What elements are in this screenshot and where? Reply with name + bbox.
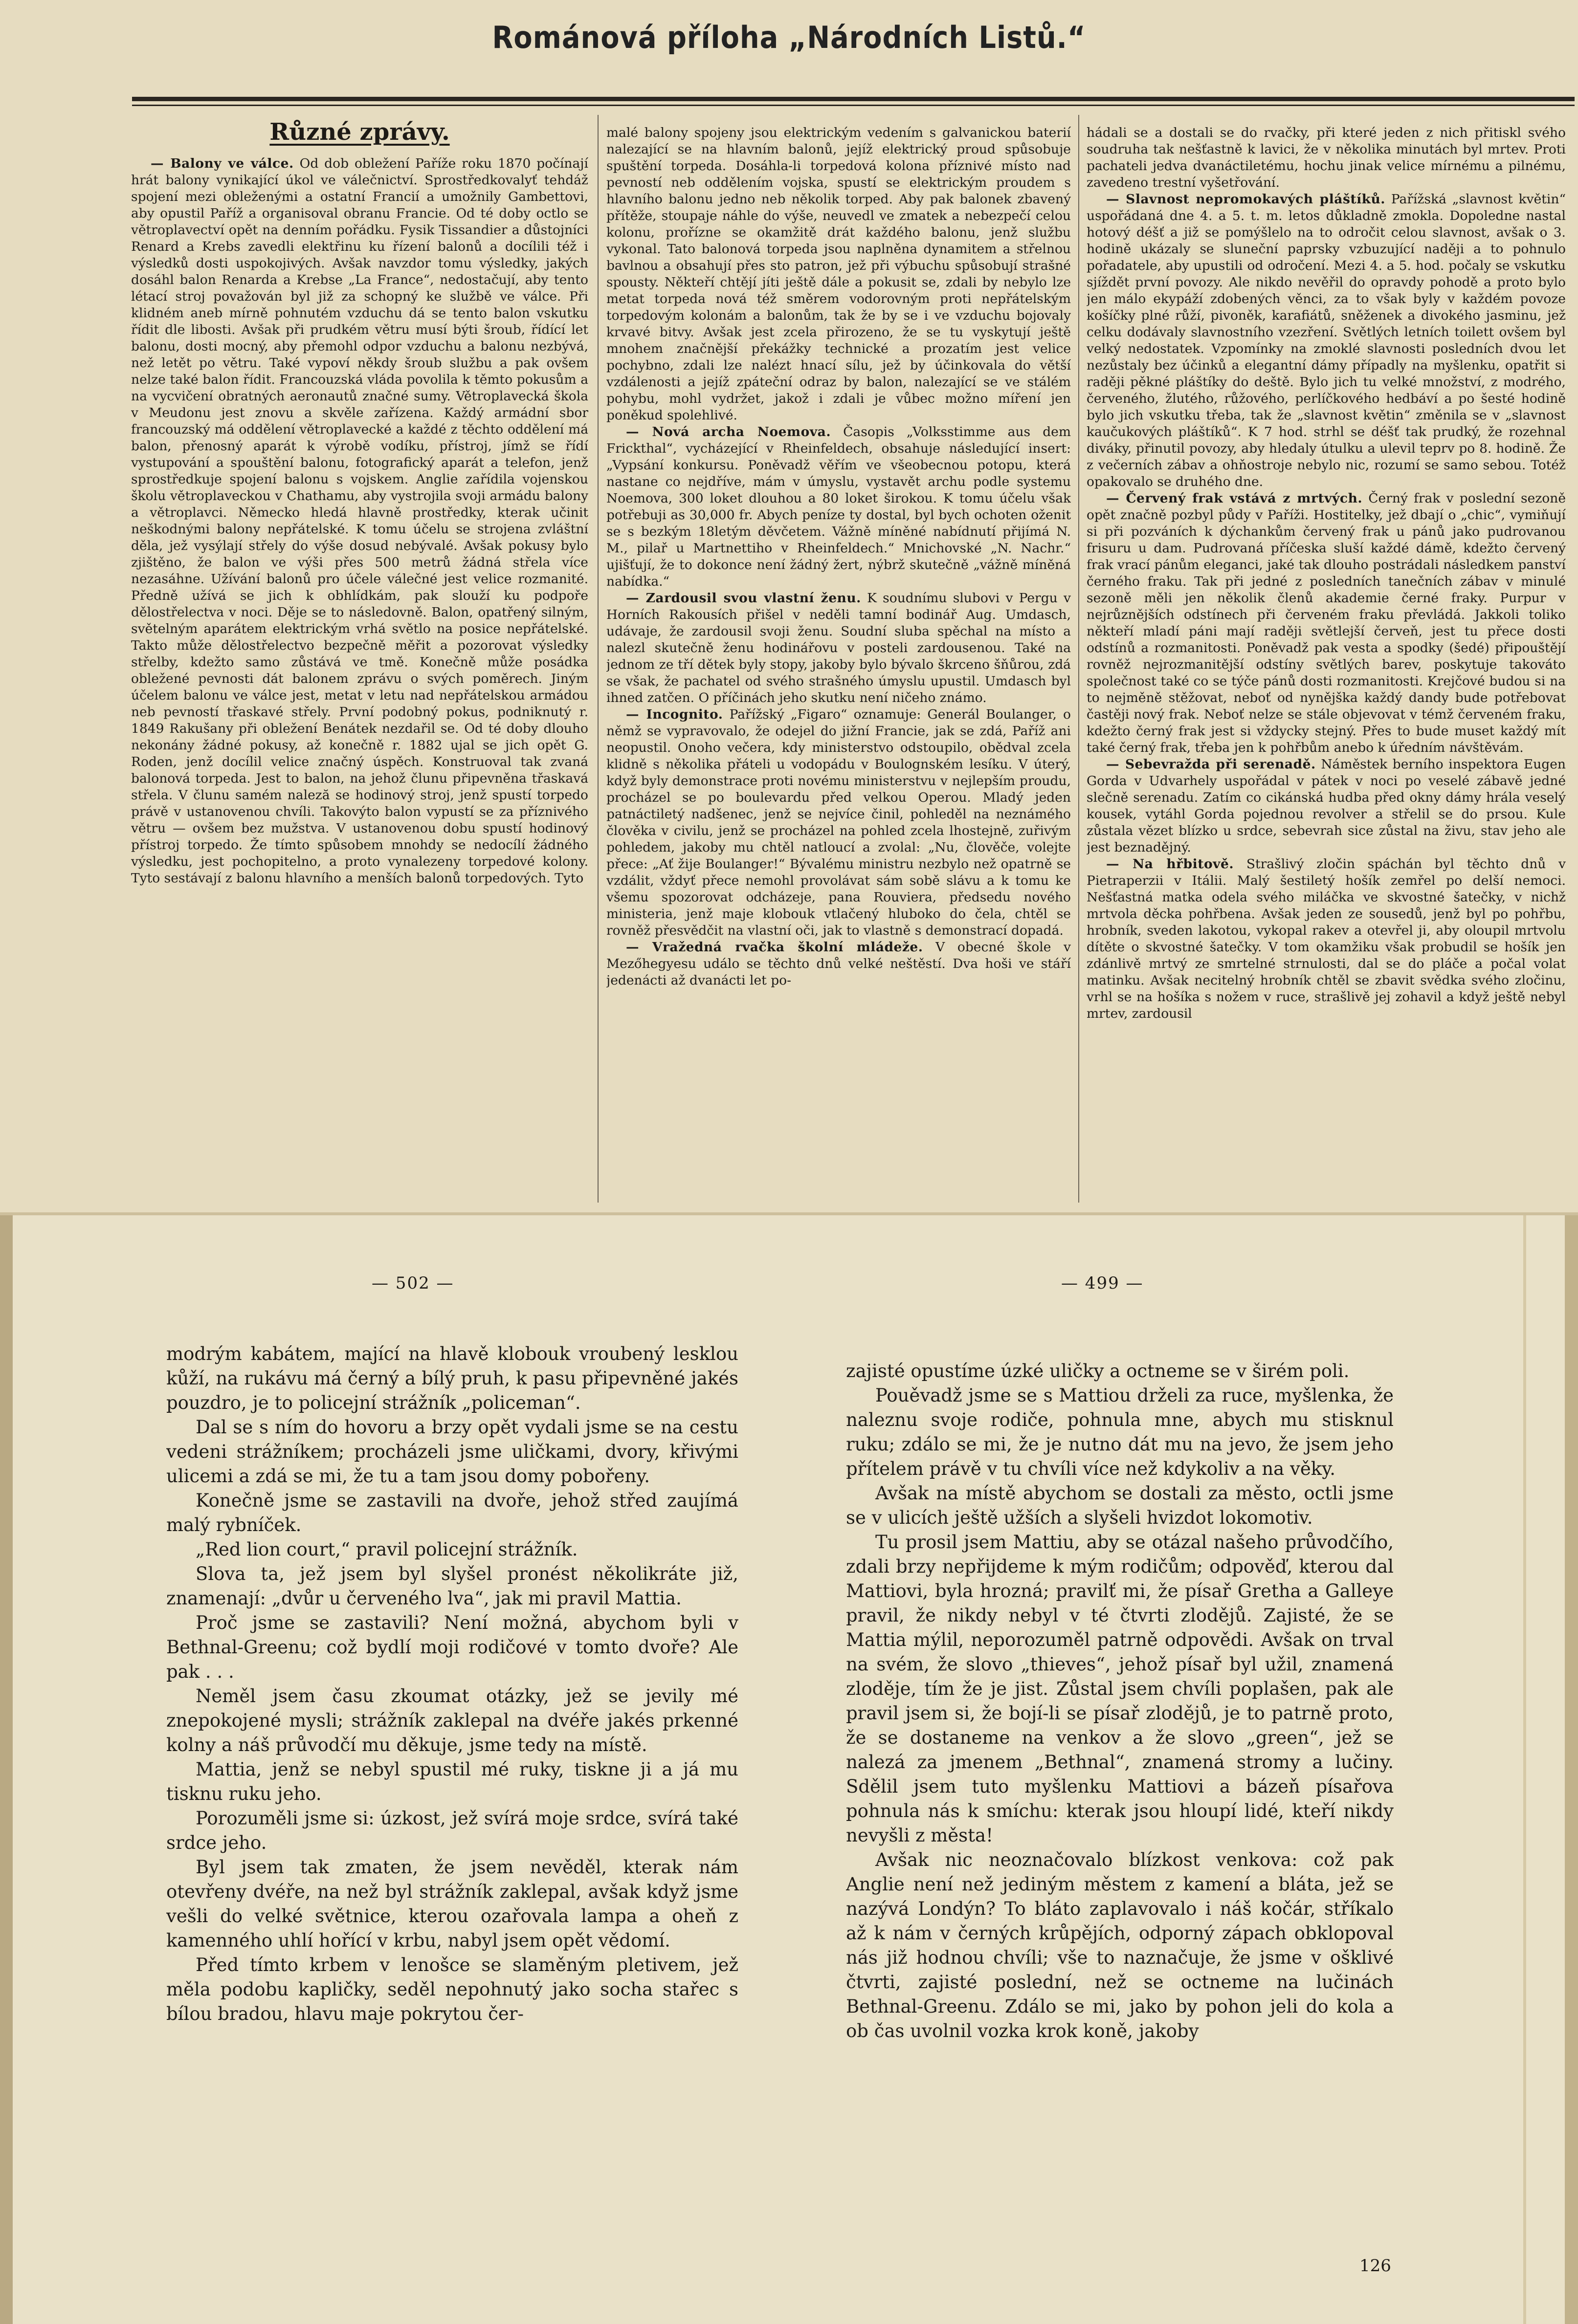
paragraph: Byl jsem tak zmaten, že jsem nevěděl, kterak nám otevřeny dvéře, na než byl strážník zaklepal, avšak když jsme vešli do velké světnice, kterou ozařovala lampa a oheň z kamenného uhlí hořící v krbu, nabyl jsem opět vědomí. bbox=[166, 1857, 738, 1951]
article-archa bbox=[606, 424, 1071, 590]
paragraph: Před tímto krbem v lenošce se slaměným pletivem, jež měla podobu kapličky, seděl nepohnutý jako socha stařec s bílou bradou, hlavu maje pokrytou čer- bbox=[166, 1954, 738, 2024]
paragraph: Neměl jsem času zkoumat otázky, jež se jevily mé znepokojené mysli; strážník zaklepal na dvéře jakés prkenné kolny a náš průvodčí mu děkuje, jsme tedy na místě. bbox=[166, 1686, 738, 1755]
article-text: Černý frak v poslední sezoně opět značně pozbyl půdy v Paříži. Hostitelky, jež dbají o „chic“, vymiňují si při pozváních k dýchankům červený frak u pánů jako pudrovanou frisuru u dam. Pudrovaná příčeska sluší každé dámě, kdežto červený frak vrací pánům eleganci, jaké tak dlouho postrádali následkem panství černého fraku. Tak při jedné z posledních tanečních zábav v minulé sezoně měli jen několik členů akademie černé fraky. Purpur v nejrůznějších odstínech při červeném fraku převládá. Jakkoli toliko někteří mladí páni mají raději světlejší červeň, jest tu přece dosti odstínů a rozmanitosti. Poněvadž pak vesta a spodky (šedé) připouštějí rovněž nejrozmanitější odstíny světlých barev, poskytuje takováto společnost také co se týče pánů dosti rozmanitosti. Krejčové budou si na to nejměně stěžovat, neboť od nynějška každý dandy bude potřebovat častěji nový frak. Neboť nelze se stále objevovat v témž červeném fraku, kdežto černý frak jest si vždycky stejný. Přes to bude muset každý mít také černý frak, třeba jen k pohřbům anebo k úředním návštěvám. bbox=[1087, 491, 1566, 755]
article-text: malé balony spojeny jsou elektrickým vedením s galvanickou baterií nalezající se na hlavním balonů, jejíž elektrický proud spůsobuje spuštění torpeda. Dosáhla-li torpedová kolona příznivé místo nad pevností neb oddělením vojska, spustí se elektrickým proudem s hlavního balonu jedno neb několik torped. Aby pak balonek zbavený přítěže, stoupaje náhle do výše, neuvedl ve zmatek a nebezpečí celou kolonu, proříznе se okamžitě drát každého balonu, jenž službu vykonal. Tato balonová torpeda jsou naplněna dynamitem a střelnou bavlnou a obsahují přes sto patron, jež při výbuchu spůsobují strašné spousty. Někteří chtějí jíti ještě dále a pokusit se, zdali by nebylo lze metat torpeda nová též směrem vodorovným proti nepřátelským torpedovým kolonám a balonům, tak že by se i ve vzduchu bojovaly krvavé bitvy. Avšak jest zcela přirozeno, že se tu vyskytují ještě mnohem značnější překážky technické a prozatím jest velice pochybno, zdali lze nalézt hnací sílu, jež by účinkovala do větší vzdálenosti a jejíž zpáteční odraz by balon, nalezající se ve stálém pohybu, mohl vydržet, jakož i zdali je vůbec možno míření jen poněkud spolehlivé. bbox=[606, 125, 1071, 423]
novel-page-left bbox=[166, 1342, 738, 2271]
paragraph: Tu prosil jsem Mattiu, aby se otázal našeho průvodčího, zdali brzy nepřijdeme k mým rodičům; odpověď, kterou dal Mattiovi, byla hrozná; pravilť mi, že písař Gretha a Galleye pravil, že nikdy nebyl v té čtvrti zlodějů. Zajisté, že se Mattia mýlil, neporozuměl patrně odpovědi. Avšak on trval na svém, že slovo „thieves“, jehož písař byl užil, znamená zloděje, tím že je jist. Zůstal jsem chvíli poplašen, pak ale pravil jsem si, že bojí-li se písař zlodějů, je to patrně proto, že se dostaneme na venkov a že slovo „green“, jež se nalezá za jmenem „Bethnal“, znamená stromy a lučiny. Sdělil jsem tuto myšlenku Mattiovi a bázeň písařova pohnula nás k smíchu: kterak jsou hloupí lidé, kteří nikdy nevyšli z města! bbox=[846, 1532, 1394, 1846]
paragraph: Pouěvadž jsme se s Mattiou drželi za ruce, myšlenka, že naleznu svoje rodiče, pohnula mne, abych mu stisknul ruku; zdálo se mi, že je nutno dát mu na jevo, že jsem jeho přítelem právě v tu chvíli více než kdykoliv a na věky. bbox=[846, 1385, 1394, 1479]
article-incognito bbox=[606, 706, 1071, 939]
header-rule-thick bbox=[132, 97, 1575, 101]
paragraph: Porozuměli jsme si: úzkost, jež svírá moje srdce, svírá také srdce jeho. bbox=[166, 1808, 738, 1853]
article-text: Pařížská „slavnost květin“ uspořádaná dne 4. a 5. t. m. letos důkladně zmokla. Dopoledne nastal hotový déšť a již se pomýšlelo na to odročit celou slavnost, avšak o 3. hodině ukázaly se sluneční paprsky vzbuzující naději a to pohnulo pořadatele, aby upustili od odročení. Mezi 4. a 5. hod. počaly se vskutku sjíždět první povozy. Ale nikdo nevěřil do opravdy pohodě a proto bylo jen málo ekypáží zdobených věnci, za to však byly v každém povoze košíčky plné růží, pivoněk, karafiátů, sněženek a divokého jasminu, jež celku dodávaly slavnostního vzezření. Světlých letních toilett ovšem byl velký nedostatek. Vzpomínky na zmoklé slavnosti posledních dvou let nezůstaly bez účinků a elegantní dámy případly na myšlenku, opatřit si raději pěkné pláštíky do deště. Bylo jich tu velké množství, z modrého, červeného, žlutého, růžového, perlíčkového hedbáví a po šesté hodině bylo jich vskutku třeba, tak že „slavnost květin“ změnila se v „slavnost kaučukových pláštíků“. K 7 hod. strhl se déšť tak prudký, že rozehnal diváky, přinutil povozy, aby hledaly útulku a ulevil teprv po 8. hodině. Že z večerních zábav a ohňostroje nebylo nic, rozumí se samo sebou. Totéž opakovalo se druhého dne. bbox=[1087, 192, 1566, 489]
column-divider-1 bbox=[598, 115, 599, 1203]
article-frak bbox=[1087, 490, 1566, 756]
article-heading: — Nová archa Noemova. bbox=[626, 424, 831, 439]
article-heading: — Zardousil svou vlastní ženu. bbox=[626, 591, 861, 606]
column-2 bbox=[606, 125, 1071, 1249]
paragraph: Proč jsme se zastavili? Není možná, abychom byli v Bethnal-Greenu; což bydlí moji rodičové v tomto dvoře? Ale pak . . . bbox=[166, 1612, 738, 1682]
article-slavnost bbox=[1087, 191, 1566, 490]
folio-right: — 499 — bbox=[1061, 1273, 1144, 1293]
column-1 bbox=[131, 112, 588, 1237]
article-text: hádali se a dostali se do rvačky, při které jeden z nich přitiskl svého soudruha tak nešťastně k lavici, že v několika minutách byl mrtev. Proti pachateli jedva dvanáctiletému, hochu jinak velice mírnému a pilnému, zavedeno trestní vyšetřování. bbox=[1087, 125, 1566, 190]
article-text: K soudnímu slubovi v Pergu v Horních Rakousích přišel v neděli tamní bodinář Aug. Umdasch, udávaje, že zardousil svoji ženu. Soudní sluba spěchal na místo a nalezl skutečně ženu hodinářovu v posteli zardousenou. Také na jednom ze tří dětek byly stopy, jakoby bylo bývalo škrceno šňůrou, zdá se však, že pachatel od svého strašného úmyslu upustil. Umdasch byl ihned zatčen. O příčinách jeho skutku není ničeho známo. bbox=[606, 591, 1071, 705]
paragraph: Avšak nic neoznačovalo blízkost venkova: což pak Anglie není než jediným městem z kamení a bláta, jež se nazývá Londýn? To bláto zaplavovalo i náš kočár, stříkalo až k nám v černých krůpějích, odporný zápach obklopoval nás již hodnou chvíli; vše to naznačuje, že jsme v ošklivé čtvrti, zajisté poslední, než se octneme na lučinách Bethnal-Greenu. Zdálo se mi, jako by pohon jeli do kola a ob čas uvolnil vozka krok koně, jakoby bbox=[846, 1849, 1394, 2041]
article-text: Náměstek berního inspektora Eugen Gorda v Udvarhely uspořádal v pátek v noci po veselé zábavě jedné slečně serenadu. Zatím co cikánská hudba před okny dámy hrála veselý kousek, vytáhl Gorda pojednou revolver a střelil se do prsou. Kule zůstala vězet blízko u srdce, sebevrah sice zůstal na živu, stav jeho ale jest beznadějný. bbox=[1087, 757, 1566, 855]
section-title: Různé zprávy. bbox=[269, 118, 450, 146]
paragraph: zajisté opustíme úzké uličky a octneme se v širém poli. bbox=[846, 1360, 1350, 1381]
article-text: Strašlivý zločin spáchán byl těchto dnů v Pietraperzii v Itálii. Malý šestiletý hošík zemřel po delší nemoci. Nešťastná matka odela svého miláčka ve skvostné šatečky, v nichž mrtvola děcka pohřbena. Avšak jeden ze sousedů, jenž byl po pohřbu, hrobník, sveden lakotou, vykopal rakev a otevřel ji, aby oloupil mrtvolu dítěte o skvostné šatečky. V tom okamžiku však probudil se hošík jen zdánlivě mrtvý ze smrtelné strnulosti, dal se do pláče a počal volat matinku. Avšak necitelný hrobník chtěl se zbavit svědka svého zločinu, vrhl se na hošíka s nožem v ruce, strašlivě jej zohavil a když ještě nebyl mrtev, zardousil bbox=[1087, 856, 1566, 1021]
article-heading: — Červený frak vstává z mrtvých. bbox=[1106, 491, 1363, 506]
paragraph: Slova ta, jež jsem byl slyšel pronést několikráte již, znamenají: „dvůr u červeného lva“, jak mi pravil Mattia. bbox=[166, 1563, 738, 1609]
article-text: Od dob obležení Paříže roku 1870 počínají hrát balony vynikající úkol ve válečnictví. Sprostředkovalyť tehdáž spojení mezi obleženými a ostatní Francií a umožnily Gambettovi, aby opustil Paříž a organisoval obranu Francie. Od té doby octlo se větroplavectví opět na denním pořádku. Fysik Tissandier a důstojníci Renard a Krebs zavedli elektřinu ku řízení balonů a docílili též i výsledků dosti uspokojivých. Avšak navzdor tomu výsledky, jakých dosáhl balon Renarda a Krebse „La France“, nedostačují, aby tento létací stroj považován byl již za schopný ke službě ve válce. Při klidném aneb mírně pohnutém vzduchu dá se tento balon vskutku řídit dle libosti. Avšak při prudkém větru musí býti šroub, řídící let balonu, dosti mocný, aby přemohl odpor vzduchu a balonu nezbývá, než letět po větru. Také vypoví někdy šroub službu a pak ovšem nelze také balon řídit. Francouzská vláda povolila k těmto pokusům a na vycvičení obratných aeronautů značné sumy. Větroplavecká škola v Meudonu jest znovu a skvěle zařízena. Každý armádní sbor francouzský má oddělení větroplavecké a každé z těchto oddělení má balon, přenosný aparát k výrobě vodíku, přístroj, jímž se řídí vystupování a spouštění balonu, fotografický aparát a telefon, jenž sprostředkuje spojení balonu s vojskem. Anglie zařídila vojenskou školu větroplaveckou v Chathamu, aby vystrojila svoji armádu balony a větroplavci. Německo hledá hlavně prostředky, kterak učinit neškodnými balony nepřátelské. K tomu účelu se strojena zvláštní děla, jež vysýlají střely do výše dosud nebývalé. Avšak pokusy bylo zjištěno, že balon ve výši přes 500 metrů žádná střela více nezasáhne. Užívání balonů pro účele válečné jest velice rozmanité. Předně užívá se jich k obhlídkám, pak slouží ku podpoře dělostřelectva v noci. Děje se to následovně. Balon, opatřený silným, světelným aparátem elektrickým vrhá světlo na posice nepřátelské. Takto může dělostřelectvo bezpečně měřit a pozorovat výsledky střelby, kdežto samo zůstává ve tmě. Konečně může posádka obležené pevnosti dát balonem zprávu o svých poměrech. Jiným účelem balonu ve válce jest, metat v letu nad nepřátelskou armádou neb pevností třaskavé střely. První podobný pokus, podniknutý r. 1849 Rakušany při obležení Benátek nezdařil se. Od té doby dlouho nekonány žádné pokusy, až konečně r. 1882 ujal se jich opět G. Roden, jenž docílil velice značný úspěch. Konstruoval tak zvaná balonová torpeda. Jest to balon, na jehož člunu připevněna třaskavá střela. V člunu samém naleză se hodinový stroj, jenž spustí torpedo právě v ustanovenou chvíli. Takovýto balon vypustí se za příznivého větru — ovšem bez mužstva. V ustanovenou dobu spustí hodinový přístroj torpedo. Že tímto spůsobem mnohdy se nedocílí žádného výsledku, jest pochopitelno, a proto vynalezeny torpedové kolony. Tyto sestávají z balonu hlavního a menších balonů torpedových. Tyto bbox=[131, 156, 588, 886]
article-hrbitov bbox=[1087, 856, 1566, 1022]
page-number: 126 bbox=[1359, 2256, 1391, 2276]
article-heading: — Sebevražda při serenadě. bbox=[1106, 757, 1316, 772]
article-balony bbox=[131, 155, 588, 887]
article-continuation bbox=[606, 125, 1071, 424]
article-text: V obecné škole v Mezőhegyesu událo se těchto dnů velké neštěstí. Dva hoši ve stáří jedenácti až dvanácti let po- bbox=[606, 940, 1071, 988]
paragraph: Konečně jsme se zastavili na dvoře, jehož střed zaujímá malý rybníček. bbox=[166, 1490, 738, 1535]
column-divider-2 bbox=[1078, 115, 1079, 1203]
paragraph: Dal se s ním do hovoru a brzy opět vydali jsme se na cestu vedeni strážníkem; procházeli jsme uličkami, dvory, křivými ulicemi a zdá se mi, že tu a tam jsou domy pobořeny. bbox=[166, 1417, 738, 1487]
column-3 bbox=[1087, 125, 1566, 1249]
paragraph: „Red lion court,“ pravil policejní strážník. bbox=[196, 1539, 578, 1560]
novel-page-right bbox=[846, 1359, 1394, 2268]
paragraph: modrým kabátem, mající na hlavě klobouk vroubený lesklou kůží, na rukávu má černý a bílý pruh, k pasu připevněné jakés pouzdro, je to policejní strážník „policeman“. bbox=[166, 1343, 738, 1413]
article-rvacka bbox=[606, 939, 1071, 989]
paragraph: Mattia, jenž se nebyl spustil mé ruky, tiskne ji a já mu tisknu ruku jeho. bbox=[166, 1759, 738, 1804]
article-text: Časopis „Volksstimme aus dem Frickthal“, vycházející v Rheinfeldech, obsahuje následující insert: „Vypsání konkursu. Poněvadž věřím ve všeobecnou potopu, která nastane co nejdříve, mám v úmyslu, vystavět archu podle systemu Noemova, 300 loket dlouhou a 80 loket širokou. K tomu účelu však potřebuji as 30,000 fr. Abych peníze ty dostal, byl bych ochoten oženit se s bezkým 18letým děvčetem. Vážně míněné nabídnutí přijímá N. M., pilař u Martnettiho v Rheinfeldech.“ Mnichovské „N. Nachr.“ ujišťují, že to dokonce není žádný žert, nýbrž skutečně „vážně míněná nabídka.“ bbox=[606, 424, 1071, 589]
article-continuation bbox=[1087, 125, 1566, 191]
article-heading: — Slavnost nepromokavých pláštíků. bbox=[1106, 192, 1386, 207]
article-zardousil bbox=[606, 590, 1071, 706]
article-heading: — Vražedná rvačka školní mládeže. bbox=[626, 940, 923, 955]
article-heading: — Incognito. bbox=[626, 707, 723, 722]
page-header: Románová příloha „Národních Listů.“ bbox=[492, 20, 1086, 55]
article-sebevrazda bbox=[1087, 756, 1566, 856]
page-fold bbox=[0, 1212, 1578, 1215]
header-rule-thin bbox=[132, 105, 1575, 106]
folio-left: — 502 — bbox=[372, 1273, 454, 1293]
article-heading: — Balony ve válce. bbox=[151, 156, 294, 171]
paragraph: Avšak na místě abychom se dostali za město, octli jsme se v ulicích ještě užších a slyšeli hvizdot lokomotiv. bbox=[846, 1483, 1394, 1528]
article-heading: — Na hřbitově. bbox=[1106, 856, 1234, 872]
article-text: Pařížský „Figaro“ oznamuje: Generál Boulanger, o němž se vypravovalo, že odejel do jižní Francie, jak se zdá, Paříž ani neopustil. Onoho večera, kdy ministerstvo odstoupilo, obědval zcela klidně s několika přáteli u vodopádu v Boulognském lesíku. V úterý, když byly demonstrace proti novému ministerstvu v nejlepším proudu, procházel se po boulevardu před velkou Operou. Mladý jeden patnáctiletý nadšenec, jenž se nejvíce činil, pohleděl na neznámého člověka v civilu, jenž se procházel na pohled zcela lhostejně, zuřivým pohledem, jakoby mu chtěl natloucí a zvolal: „Nu, člověče, volejte přece: „Ať žije Boulanger!“ Bývalému ministru nezbylo než opatrně se vzdálit, vždyť přece nemohl provolávat sám sobě slávu a k tomu ke všemu spozorovat odcházeje, pana Rouviera, předsedu nového ministeria, jenž maje klobouk vtlačený hluboko do čela, chtěl se rovněž přesvědčit na vlastní oči, jak to vlastně s demonstrací dopadá. bbox=[606, 707, 1071, 938]
